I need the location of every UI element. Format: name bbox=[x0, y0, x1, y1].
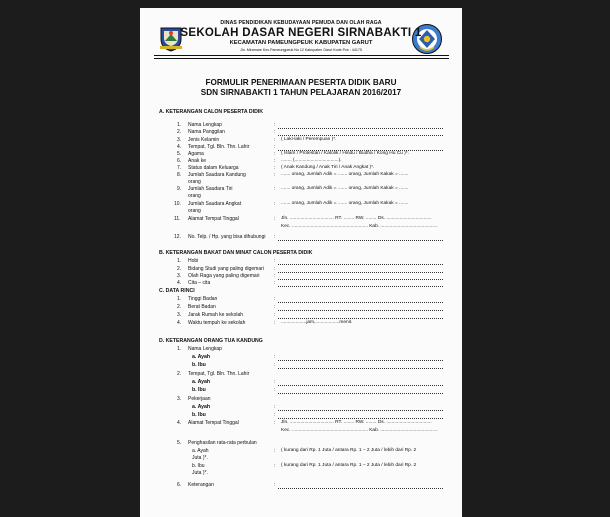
a6-number: 6. bbox=[177, 158, 182, 164]
d6-colon: : bbox=[274, 482, 276, 488]
c3-label: Jarak Rumah ke sekolah bbox=[188, 312, 244, 318]
d3-ayah-input-line[interactable] bbox=[278, 410, 443, 411]
d5-label: Penghasilan rata-rata perbulan bbox=[188, 440, 257, 446]
d5-ayah-value[interactable]: ( kurang dari Rp. 1 Juta / antara Rp. 1 – 2 Juta / lebih dari Rp. 2 bbox=[281, 448, 417, 453]
c2-colon: : bbox=[274, 304, 276, 310]
d4-label: Alamat Tempat Tinggal bbox=[188, 420, 239, 426]
school-address: Jln. Miramare Kec.Pameungpeuk No 12 Kabupaten Garut Kode Pos : 44175 bbox=[240, 48, 362, 52]
b4-input-line[interactable] bbox=[278, 286, 443, 287]
c1-colon: : bbox=[274, 296, 276, 302]
d2-ibu-input-line[interactable] bbox=[278, 393, 443, 394]
a12-colon: : bbox=[274, 234, 276, 240]
a7-label: Status dalam Keluarga bbox=[188, 165, 239, 171]
district-name: KECAMATAN PAMEUNGPEUK KABUPATEN GARUT bbox=[229, 40, 373, 46]
d1-ibu-colon: : bbox=[274, 362, 276, 368]
a12-number: 12. bbox=[174, 234, 181, 240]
d4-value-cont[interactable]: Kec. ......................................................... Kab. ........................................... bbox=[281, 428, 438, 433]
a9-value[interactable]: ....... orang, Jumlah Adik = ....... orang, Jumlah Kakak = ....... bbox=[281, 186, 409, 191]
c4-label: Waktu tempuh ke sekolah bbox=[188, 320, 246, 326]
b4-colon: : bbox=[274, 280, 276, 286]
c4-number: 4. bbox=[177, 320, 182, 326]
section-d-heading: D. KETERANGAN ORANG TUA KANDUNG bbox=[159, 338, 263, 344]
form-title: FORMULIR PENERIMAAN PESERTA DIDIK BARU bbox=[205, 78, 397, 87]
a12-input-line[interactable] bbox=[278, 240, 443, 241]
a11-value-cont[interactable]: Kec. ......................................................... Kab. ........................................... bbox=[281, 224, 438, 229]
d2-ibu-colon: : bbox=[274, 387, 276, 393]
c3-number: 3. bbox=[177, 312, 182, 318]
d5-ayah-label: a. Ayah bbox=[192, 448, 209, 454]
b1-label: Hobi bbox=[188, 258, 199, 264]
d2-ayah-colon: : bbox=[274, 379, 276, 385]
a11-label: Alamat Tempat Tinggal bbox=[188, 216, 239, 222]
a9-colon: : bbox=[274, 186, 276, 192]
b2-input-line[interactable] bbox=[278, 272, 443, 273]
section-b-heading: B. KETERANGAN BAKAT DAN MINAT CALON PESERTA DIDIK bbox=[159, 250, 313, 256]
d3-ibu-input-line[interactable] bbox=[278, 418, 443, 419]
d5-ibu-label: b. Ibu bbox=[192, 463, 205, 469]
d5-ibu-colon: : bbox=[274, 463, 276, 469]
a10-number: 10. bbox=[174, 201, 181, 207]
d3-ayah-label: a. Ayah bbox=[192, 404, 211, 410]
d6-number: 6. bbox=[177, 482, 182, 488]
d2-ayah-label: a. Ayah bbox=[192, 379, 211, 385]
c1-label: Tinggi Badan bbox=[188, 296, 218, 302]
d2-ayah-input-line[interactable] bbox=[278, 385, 443, 386]
a1-label: Nama Lengkap bbox=[188, 122, 222, 128]
c1-number: 1. bbox=[177, 296, 182, 302]
d1-ayah-colon: : bbox=[274, 354, 276, 360]
a3-label: Jenis Kelamin bbox=[188, 137, 220, 143]
a10-label: Jumlah Saudara Angkat bbox=[188, 201, 242, 207]
b2-number: 2. bbox=[177, 266, 182, 272]
a6-colon: : bbox=[274, 158, 276, 164]
d1-ayah-label: a. Ayah bbox=[192, 354, 211, 360]
form-subtitle: SDN SIRNABAKTI 1 TAHUN PELAJARAN 2016/2017 bbox=[200, 88, 402, 97]
d6-input-line[interactable] bbox=[278, 488, 443, 489]
b2-colon: : bbox=[274, 266, 276, 272]
a4-label: Tempat, Tgl. Bln. Thn. Lahir bbox=[188, 144, 250, 150]
d3-ibu-colon: : bbox=[274, 412, 276, 418]
b1-number: 1. bbox=[177, 258, 182, 264]
d2-label: Tempat, Tgl. Bln. Thn. Lahir bbox=[188, 371, 250, 377]
a2-label: Nama Panggilan bbox=[188, 129, 225, 135]
header-rule-thin bbox=[154, 58, 449, 59]
a9-label-cont: orang bbox=[188, 193, 201, 199]
d5-ayah-suffix: Juta )*. bbox=[192, 455, 208, 461]
c4-value[interactable]: ...................jam,..................menit. bbox=[281, 320, 353, 325]
a5-value[interactable]: ( Islam / Protestan / Katolik / Hindu / Budha / Kong Hu Cu )*. bbox=[281, 151, 409, 156]
a4-colon: : bbox=[274, 144, 276, 150]
d1-number: 1. bbox=[177, 346, 182, 352]
d5-ayah-colon: : bbox=[274, 448, 276, 454]
c2-label: Berat Badan bbox=[188, 304, 216, 310]
a7-colon: : bbox=[274, 165, 276, 171]
d4-number: 4. bbox=[177, 420, 182, 426]
d3-ayah-colon: : bbox=[274, 404, 276, 410]
a11-value[interactable]: Jln. ................................. RT. ........ RW. ........ Ds. .................................. bbox=[281, 216, 432, 221]
d3-label: Pekerjaan bbox=[188, 396, 211, 402]
a3-colon: : bbox=[274, 137, 276, 143]
department-name: DINAS PENDIDIKAN KEBUDAYAAN PEMUDA DAN OLAH RAGA bbox=[220, 20, 382, 26]
a8-label: Jumlah Saudara Kandung bbox=[188, 172, 246, 178]
c1-input-line[interactable] bbox=[278, 302, 443, 303]
a2-input-line[interactable] bbox=[278, 135, 443, 136]
a4-number: 4. bbox=[177, 144, 182, 150]
a8-value[interactable]: ....... orang, Jumlah Adik = ....... orang, Jumlah Kakak = ....... bbox=[281, 172, 409, 177]
d4-colon: : bbox=[274, 420, 276, 426]
a10-colon: : bbox=[274, 201, 276, 207]
a5-label: Agama bbox=[188, 151, 204, 157]
a2-colon: : bbox=[274, 129, 276, 135]
a3-value[interactable]: ( Laki-laki / Perempuan )*. bbox=[281, 137, 337, 142]
b1-colon: : bbox=[274, 258, 276, 264]
a6-value[interactable]: ........ (.................................). bbox=[281, 158, 342, 163]
c2-input-line[interactable] bbox=[278, 310, 443, 311]
d4-value[interactable]: Jln. ................................. RT. ........ RW. ........ Ds. .................................. bbox=[281, 420, 432, 425]
b3-number: 3. bbox=[177, 273, 182, 279]
a3-number: 3. bbox=[177, 137, 182, 143]
a10-value[interactable]: ....... orang, Jumlah Adik = ....... orang, Jumlah Kakak = ....... bbox=[281, 201, 409, 206]
d2-number: 2. bbox=[177, 371, 182, 377]
d1-label: Nama Lengkap bbox=[188, 346, 222, 352]
a10-label-cont: orang bbox=[188, 208, 201, 214]
a11-colon: : bbox=[274, 216, 276, 222]
header-rule-thick bbox=[154, 55, 449, 56]
form-page bbox=[140, 8, 462, 517]
a8-label-cont: orang bbox=[188, 179, 201, 185]
d5-number: 5. bbox=[177, 440, 182, 446]
a8-colon: : bbox=[274, 172, 276, 178]
a8-number: 8. bbox=[177, 172, 182, 178]
d5-ibu-suffix: Juta )*. bbox=[192, 470, 208, 476]
b3-label: Olah Raga yang paling digemari bbox=[188, 273, 260, 279]
d1-ibu-label: b. Ibu bbox=[192, 362, 206, 368]
c3-input-line[interactable] bbox=[278, 318, 443, 319]
b3-input-line[interactable] bbox=[278, 279, 443, 280]
a5-number: 5. bbox=[177, 151, 182, 157]
b2-label: Bidang Studi yang paling digemari bbox=[188, 266, 264, 272]
a7-number: 7. bbox=[177, 165, 182, 171]
d5-ibu-value[interactable]: ( kurang dari Rp. 1 Juta / antara Rp. 1 – 2 Juta / lebih dari Rp. 2 bbox=[281, 463, 417, 468]
d2-ibu-label: b. Ibu bbox=[192, 387, 206, 393]
school-name: SEKOLAH DASAR NEGERI SIRNABAKTI 1 bbox=[180, 27, 422, 39]
a12-label: No. Telp. / Hp. yang bisa dihubungi bbox=[188, 234, 266, 240]
b4-label: Cita – cita bbox=[188, 280, 211, 286]
b3-colon: : bbox=[274, 273, 276, 279]
a1-colon: : bbox=[274, 122, 276, 128]
c2-number: 2. bbox=[177, 304, 182, 310]
a9-number: 9. bbox=[177, 186, 182, 192]
a9-label: Jumlah Saudara Tiri bbox=[188, 186, 233, 192]
a7-value[interactable]: ( Anak Kandung / Anak Tiri / Anak Angkat )*. bbox=[281, 165, 375, 170]
a1-number: 1. bbox=[177, 122, 182, 128]
c3-colon: : bbox=[274, 312, 276, 318]
c4-colon: : bbox=[274, 320, 276, 326]
d3-ibu-label: b. Ibu bbox=[192, 412, 206, 418]
b1-input-line[interactable] bbox=[278, 264, 443, 265]
d1-ayah-input-line[interactable] bbox=[278, 360, 443, 361]
a5-colon: : bbox=[274, 151, 276, 157]
section-a-heading: A. KETERANGAN CALON PESERTA DIDIK bbox=[159, 109, 264, 115]
d3-number: 3. bbox=[177, 396, 182, 402]
a1-input-line[interactable] bbox=[278, 128, 443, 129]
d6-label: Keterangan bbox=[188, 482, 214, 488]
a2-number: 2. bbox=[177, 129, 182, 135]
section-c-heading: C. DATA RINCI bbox=[159, 288, 195, 294]
d1-ibu-input-line[interactable] bbox=[278, 368, 443, 369]
a6-label: Anak ke bbox=[188, 158, 207, 164]
a11-number: 11. bbox=[174, 216, 181, 222]
b4-number: 4. bbox=[177, 280, 182, 286]
